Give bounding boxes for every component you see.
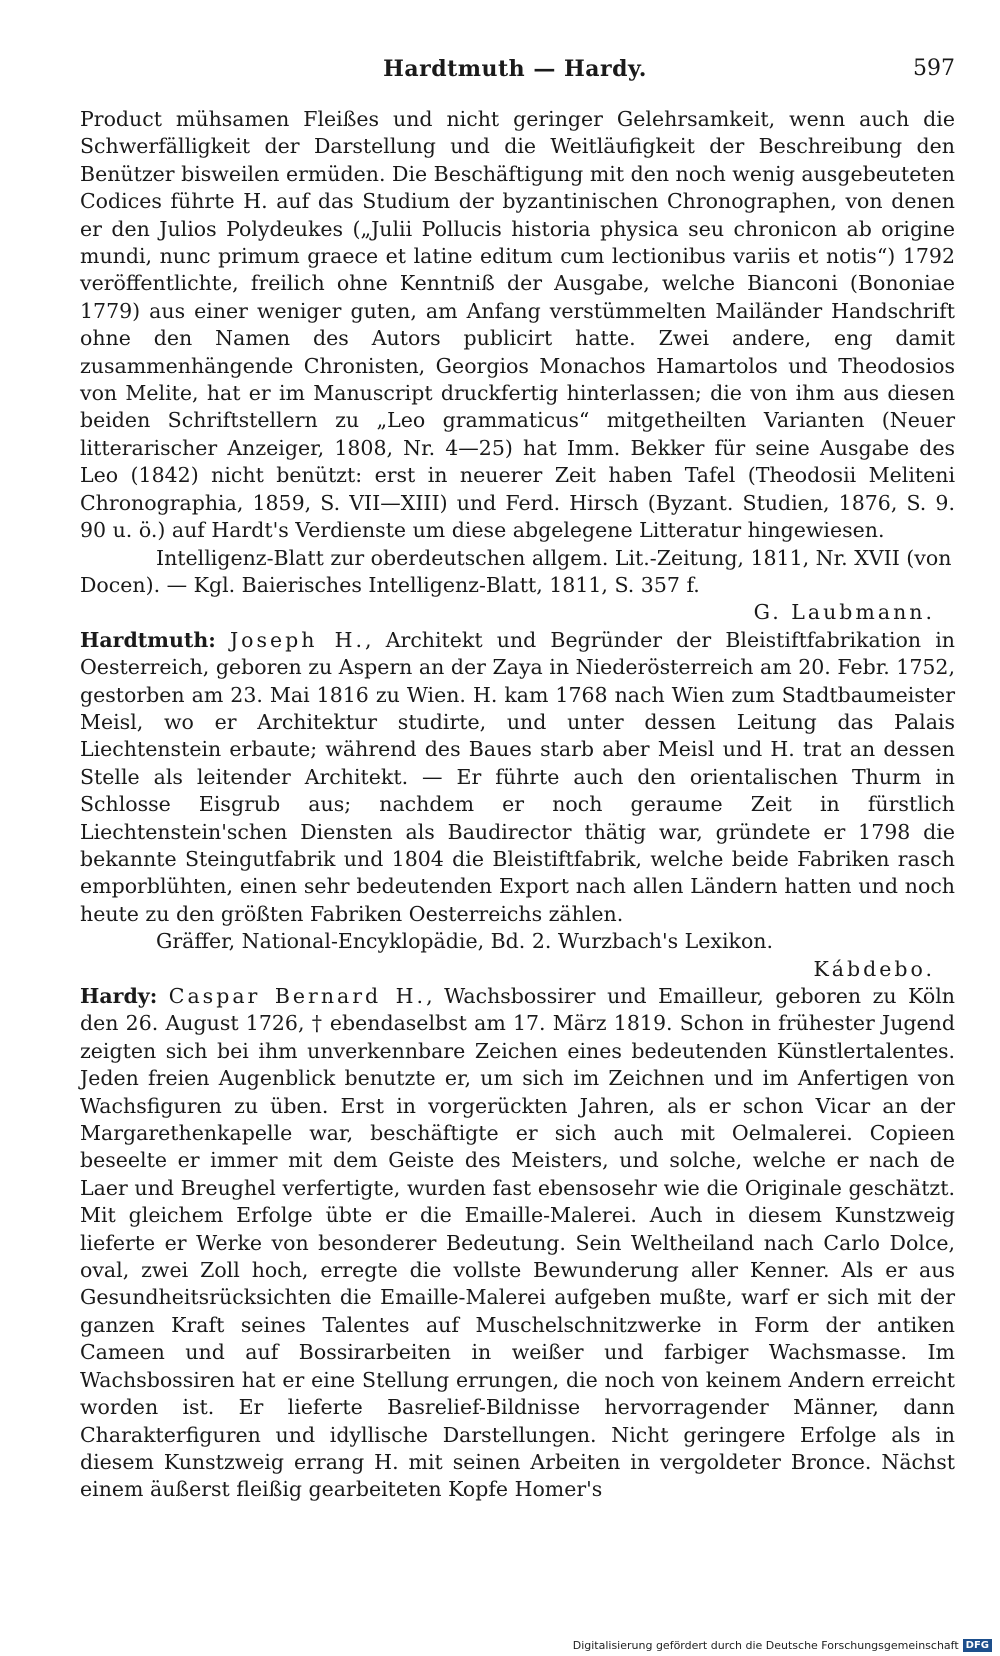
dfg-logo: DFG	[963, 1639, 992, 1652]
entry-continuation-text: Product mühsamen Fleißes und nicht geringer Gelehrsamkeit, wenn auch die Schwerfälligkeit der Darstellung und die Weitläufigkeit der Beschreibung den Benützer bisweilen ermüden. Die Beschäftigung mit den noch wenig ausgebeuteten Codices führte H. auf das Studium der byzantinischen Chronographen, von denen er den Julios Polydeukes („Julii Pollucis historia physica seu chronicon ab origine mundi, nunc primum graece et latine editum cum lectionibus variis et notis“) 1792 veröffentlichte, freilich ohne Kenntniß der Ausgabe, welche Bianconi (Bononiae 1779) aus einer weniger guten, am Anfang verstümmelten Mailänder Handschrift ohne den Namen des Autors publicirt hatte. Zwei andere, eng damit zusammenhängende Chronisten, Georgios Monachos Hamartolos und Theodosios von Melite, hat er im Manuscript druckfertig hinterlassen; die von ihm aus diesen beiden Schriftstellern zu „Leo grammaticus“ mitgetheilten Varianten (Neuer litterarischer Anzeiger, 1808, Nr. 4—25) hat Imm. Bekker für seine Ausgabe des Leo (1842) nicht benützt: erst in neuerer Zeit haben Tafel (Theodosii Meliteni Chronographia, 1859, S. VII—XIII) und Ferd. Hirsch (Byzant. Studien, 1876, S. 9. 90 u. ö.) auf Hardt's Verdienste um diese abgelegene Litteratur hingewiesen.	[80, 107, 955, 543]
entry-hardtmuth-head: Hardtmuth:	[80, 627, 216, 652]
body-text	[80, 106, 955, 1504]
footer-text: Digitalisierung gefördert durch die Deutsche Forschungsgemeinschaft	[572, 1639, 959, 1652]
entry-hardtmuth	[80, 627, 955, 928]
digitization-footer	[573, 1639, 992, 1652]
running-title: Hardtmuth — Hardy.	[383, 56, 647, 82]
entry-continuation-source: Intelligenz-Blatt zur oberdeutschen allgem. Lit.-Zeitung, 1811, Nr. XVII (von Docen). — Kgl. Baierisches Intelligenz-Blatt, 1811, S. 357 f.	[80, 545, 952, 597]
entry-continuation-author: G. Laubmann.	[753, 600, 935, 625]
entry-hardtmuth-source: Gräffer, National-Encyklopädie, Bd. 2. Wurzbach's Lexikon.	[156, 929, 774, 954]
entry-hardy-name: Caspar Bernard H.	[168, 984, 427, 1008]
entry-hardy-text: , Wachsbossirer und Emailleur, geboren zu Köln den 26. August 1726, † ebendaselbst am 17. März 1819. Schon in frühester Jugend zeigten sich bei ihm unverkennbare Zeichen eines bedeutenden Künstlertalentes. Jeden freien Augenblick benutzte er, um sich im Zeichnen und im Anfertigen von Wachsfiguren zu üben. Erst in vorgerückten Jahren, als er schon Vicar an der Margarethenkapelle war, beschäftigte er sich auch mit Oelmalerei. Copieen beseelte er immer mit dem Geiste des Meisters, und solche, welche er nach de Laer und Breughel verfertigte, wurden fast ebensosehr wie die Originale geschätzt. Mit gleichem Erfolge übte er die Emaille-Malerei. Auch in diesem Kunstzweig lieferte er Werke von besonderer Bedeutung. Sein Weltheiland nach Carlo Dolce, oval, zwei Zoll hoch, erregte die vollste Bewunderung aller Kenner. Als er aus Gesundheitsrücksichten die Emaille-Malerei aufgeben mußte, warf er sich mit der ganzen Kraft seines Talentes auf Muschelschnitzwerke in Form der antiken Cameen und auf Bossirarbeiten in weißer und farbiger Wachsmasse. Im Wachsbossiren hat er eine Stellung errungen, die noch von keinem Andern erreicht worden ist. Er lieferte Basrelief-Bildnisse hervorragender Männer, dann Charakterfiguren und idyllische Darstellungen. Nicht geringere Erfolge als in diesem Kunstzweig errang H. mit seinen Arbeiten in vergoldeter Bronce. Nächst einem äußerst fleißig gearbeiteten Kopfe Homer's	[80, 984, 955, 1502]
entry-hardy	[80, 983, 955, 1504]
page-number: 597	[913, 56, 955, 81]
page-header	[75, 56, 955, 92]
entry-hardtmuth-name: Joseph H.	[229, 627, 366, 652]
entry-hardy-head: Hardy:	[80, 984, 158, 1008]
entry-hardtmuth-text: , Architekt und Begründer der Bleistiftfabrikation in Oesterreich, geboren zu Aspern an der Zaya in Niederösterreich am 20. Febr. 1752, gestorben am 23. Mai 1816 zu Wien. H. kam 1768 nach Wien zum Stadtbaumeister Meisl, wo er Architektur studirte, und unter dessen Leitung das Palais Liechtenstein erbaute; während des Baues starb aber Meisl und H. trat an dessen Stelle als leitender Architekt. — Er führte auch den orientalischen Thurm in Schlosse Eisgrub aus; nachdem er noch geraume Zeit in fürstlich Liechtenstein'schen Diensten als Baudirector thätig war, gründete er 1798 die bekannte Steingutfabrik und 1804 die Bleistiftfabrik, welche beide Fabriken rasch emporblühten, einen sehr bedeutenden Export nach allen Ländern hatten und noch heute zu den größten Fabriken Oesterreichs zählen.	[80, 627, 955, 926]
entry-hardtmuth-author: Kábdebo.	[813, 956, 935, 981]
